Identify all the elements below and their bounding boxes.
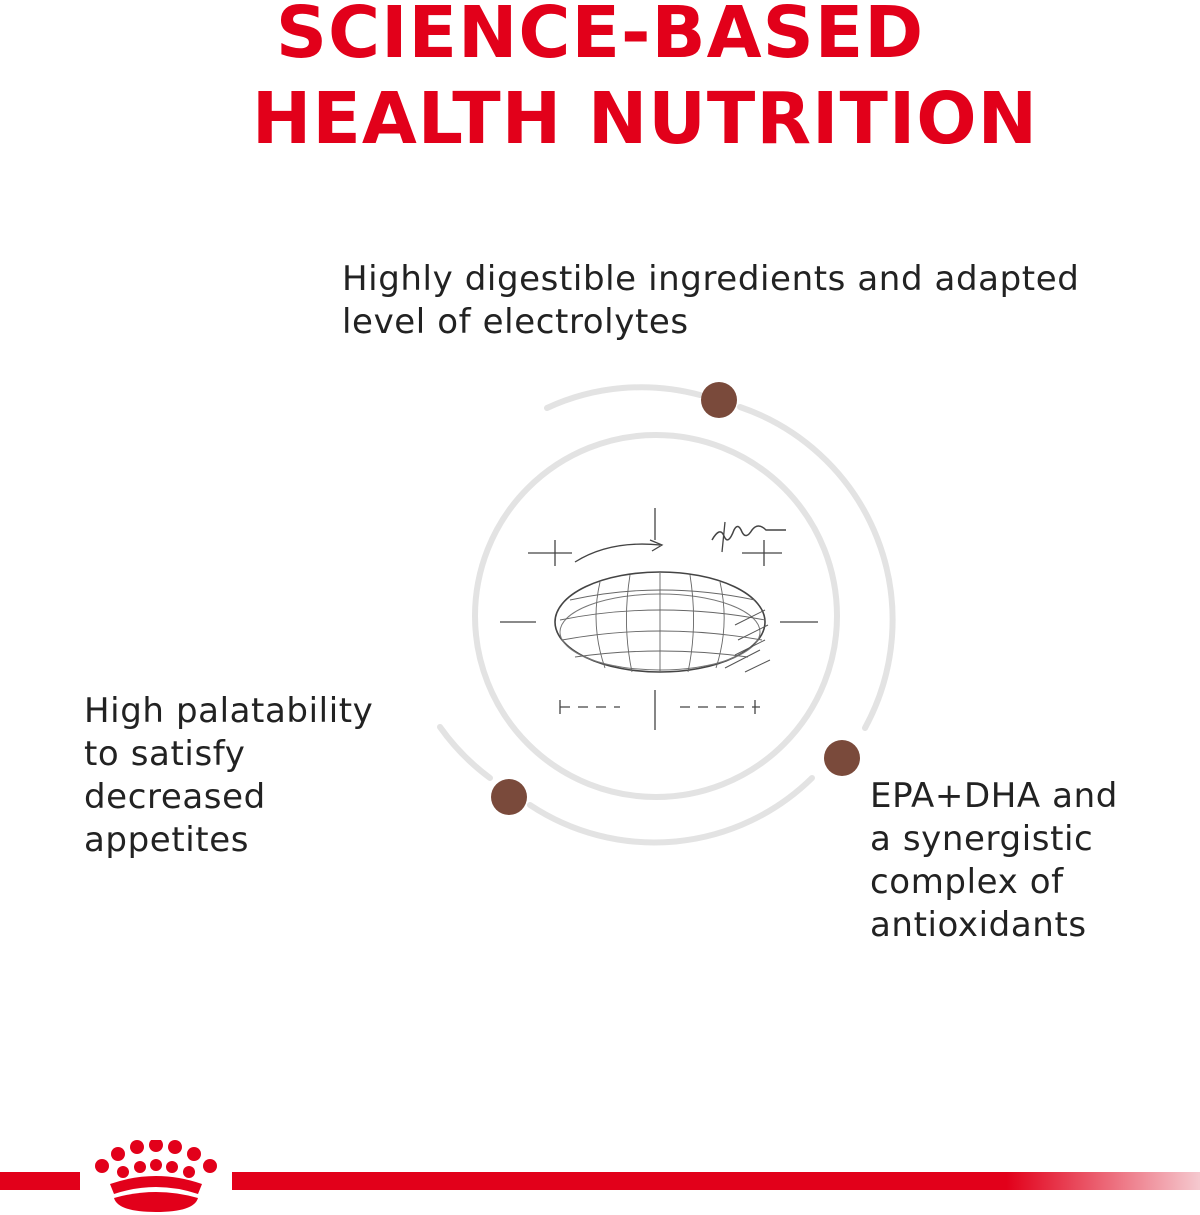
inner-ring <box>475 435 837 797</box>
benefit-dot-left <box>491 779 527 815</box>
outer-ring-arc-left <box>440 727 490 778</box>
benefit-antioxidants-line-2: a synergistic <box>870 819 1094 859</box>
outer-ring-arc-right <box>740 407 893 728</box>
title-line-1: SCIENCE-BASED <box>275 0 925 74</box>
benefit-antioxidants-line-3: complex of <box>870 862 1064 902</box>
benefit-antioxidants-line-4: antioxidants <box>870 905 1087 945</box>
footer-bar-right <box>232 1172 1200 1190</box>
benefit-antioxidants-line-1: EPA+DHA and <box>870 776 1118 816</box>
outer-ring-arc-top <box>547 387 700 408</box>
crown-band <box>110 1176 202 1194</box>
outer-ring-arc-bottom <box>530 778 812 842</box>
benefit-dot-top <box>701 382 737 418</box>
benefit-palatability-line-3: decreased <box>84 777 266 817</box>
benefit-digestibility-line-1: Highly digestible ingredients and adapted <box>342 259 1080 299</box>
benefit-palatability-line-2: to satisfy <box>84 734 246 774</box>
title-line-2: HEALTH NUTRITION <box>251 77 1039 160</box>
royal-canin-crown-logo <box>88 1140 224 1215</box>
benefit-palatability-line-1: High palatability <box>84 691 374 731</box>
footer-bar-left <box>0 1172 80 1190</box>
benefit-palatability-line-4: appetites <box>84 820 250 860</box>
crown-dots <box>95 1140 217 1178</box>
kibble-sketch-icon <box>500 508 818 730</box>
crown-base <box>114 1192 198 1212</box>
benefit-digestibility-line-2: level of electrolytes <box>342 302 689 342</box>
benefit-dot-right <box>824 740 860 776</box>
